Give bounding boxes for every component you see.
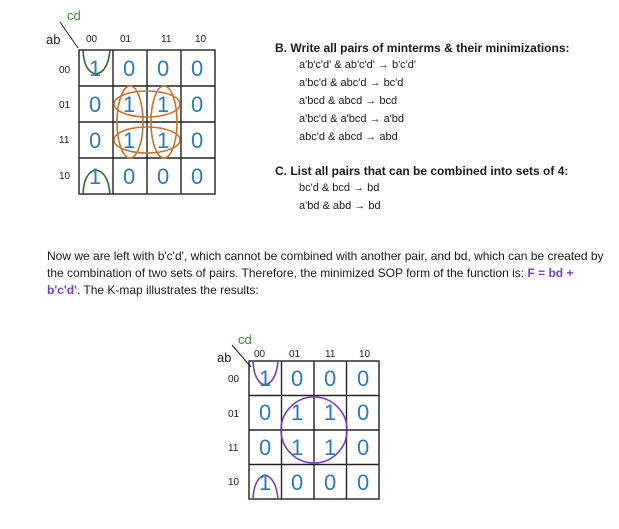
kmap-top-cell: 0 [123, 164, 136, 189]
kmap-top-col-label: 11 [161, 34, 172, 45]
kmap-top-cell: 1 [157, 128, 170, 153]
kmap-bottom-cell: 1 [259, 366, 272, 391]
kmap-top-corner-cd: cd [67, 8, 81, 23]
kmap-top-row-label: 10 [59, 171, 71, 182]
result-paragraph [47, 248, 607, 299]
kmap-bottom-col-label: 00 [254, 349, 266, 360]
kmap-bottom-cell: 1 [259, 470, 272, 495]
kmap-bottom-cell: 0 [259, 400, 272, 425]
kmap-top [0, 0, 230, 215]
minimized-function: F = bd + b'c'd' [47, 266, 574, 297]
kmap-top-cell: 0 [123, 56, 136, 81]
kmap-bottom-row-label: 10 [228, 477, 240, 488]
kmap-bottom [200, 325, 390, 500]
section-c-line: bc'd & bcd → bd [299, 182, 380, 194]
kmap-bottom-row-label: 11 [228, 443, 239, 454]
kmap-bottom-col-label: 11 [325, 349, 336, 360]
kmap-bottom-row-label: 01 [228, 409, 240, 420]
section-b-line: a'bc'd & a'bcd → a'bd [299, 113, 405, 125]
kmap-bottom-cell: 0 [324, 366, 337, 391]
kmap-top-cell: 1 [89, 164, 102, 189]
kmap-top-cell: 1 [123, 128, 136, 153]
kmap-bottom-cell: 1 [291, 435, 304, 460]
kmap-bottom-corner-cd: cd [238, 332, 252, 347]
kmap-bottom-cell: 1 [324, 435, 337, 460]
section-b-title: B. Write all pairs of minterms & their minimizations: [275, 41, 570, 55]
kmap-top-cell: 0 [191, 92, 204, 117]
kmap-top-col-label: 00 [86, 34, 98, 45]
kmap-top-row-label: 11 [59, 135, 70, 146]
result-paragraph-text: . The K-map illustrates the results: [76, 283, 259, 297]
kmap-top-cell: 1 [157, 92, 170, 117]
kmap-top-corner-diagonal [60, 22, 78, 48]
kmap-top-cell: 1 [123, 92, 136, 117]
kmap-top-cell: 0 [89, 92, 102, 117]
section-b-line: abc'd & abcd → abd [299, 131, 398, 143]
section-b-line: a'bc'd & abc'd → bc'd [299, 77, 404, 89]
kmap-top-row-label: 00 [59, 65, 71, 76]
kmap-bottom-cell: 1 [324, 400, 337, 425]
kmap-top-cell: 1 [89, 56, 102, 81]
kmap-bottom-col-label: 10 [359, 349, 371, 360]
kmap-top-col-label: 10 [195, 34, 207, 45]
kmap-bottom-cell: 0 [357, 435, 370, 460]
kmap-bottom-cell: 0 [357, 400, 370, 425]
section-c-line: a'bd & abd → bd [299, 200, 381, 212]
kmap-top-cell: 0 [157, 164, 170, 189]
kmap-bottom-cell: 1 [291, 400, 304, 425]
kmap-top-row-label: 01 [59, 100, 71, 111]
kmap-bottom-cell: 0 [357, 366, 370, 391]
section-c-title: C. List all pairs that can be combined into sets of 4: [275, 164, 569, 178]
kmap-bottom-cell: 0 [324, 470, 337, 495]
kmap-top-cell: 0 [191, 164, 204, 189]
kmap-bottom-corner-ab: ab [217, 350, 232, 365]
kmap-bottom-col-label: 01 [289, 349, 301, 360]
kmap-bottom-cell: 0 [259, 435, 272, 460]
result-paragraph-text: Now we are left with b'c'd', which cannot be combined with another pair, and bd, which can be created by the combination of two sets of pairs. Therefore, the minimized SOP form of the function is: [47, 249, 604, 280]
kmap-top-cell: 0 [191, 56, 204, 81]
kmap-top-cell: 0 [89, 128, 102, 153]
kmap-bottom-row-label: 00 [228, 374, 240, 385]
kmap-bottom-cell: 0 [291, 366, 304, 391]
kmap-top-cell: 0 [191, 128, 204, 153]
kmap-top-corner-ab: ab [46, 32, 61, 47]
kmap-top-cell: 0 [157, 56, 170, 81]
kmap-bottom-corner-diagonal [232, 345, 251, 367]
kmap-top-col-label: 01 [120, 34, 132, 45]
section-b-line: a'b'c'd' & ab'c'd' → b'c'd' [299, 59, 417, 71]
section-b-line: a'bcd & abcd → bcd [299, 95, 398, 107]
kmap-bottom-cell: 0 [357, 470, 370, 495]
kmap-bottom-cell: 0 [291, 470, 304, 495]
